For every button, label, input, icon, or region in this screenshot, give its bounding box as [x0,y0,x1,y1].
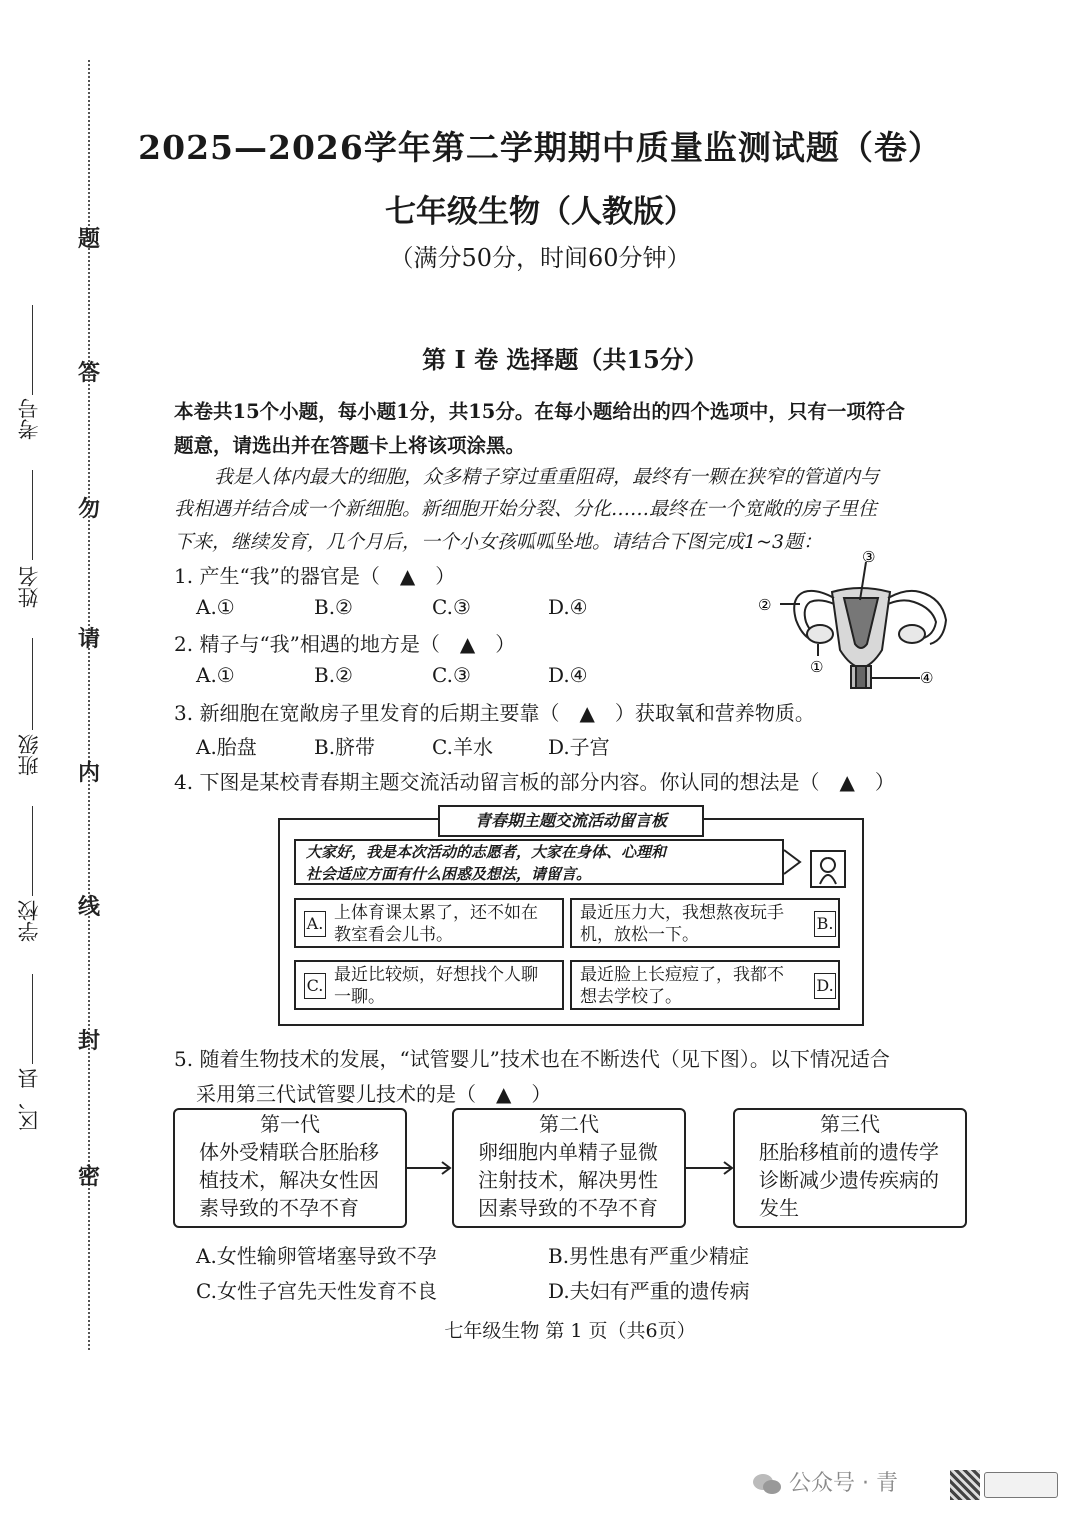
seal-char: 请 [78,626,101,652]
q5-option-d: D.夫妇有严重的遗传病 [548,1279,750,1303]
diagram-label-4: ④ [920,669,934,687]
q2-option-d: D.④ [548,663,588,687]
passage-line: 下来，继续发育，几个月后，一个小女孩呱呱坠地。请结合下图完成1~3题： [174,531,823,553]
qr-code-icon [950,1470,980,1500]
female-reproductive-diagram [750,548,950,694]
generation-text: 卵细胞内单精子显微 [478,1140,658,1164]
card-text: 教室看会儿书。 [334,925,453,945]
generation-text: 素导致的不孕不育 [199,1196,359,1220]
seal-char: 封 [78,1028,101,1054]
diagram-label-2: ② [758,596,772,614]
scanner-app-logo [984,1472,1058,1498]
generation-text: 发生 [759,1196,799,1220]
generation-title: 第二代 [539,1112,599,1136]
q5-option-c: C.女性子宫先天性发育不良 [196,1279,437,1303]
generation-text: 因素导致的不孕不育 [478,1196,658,1220]
q2-option-a: A.① [196,663,235,687]
ivf-generation-2 [452,1108,686,1228]
generation-text: 胚胎移植前的遗传学 [759,1140,939,1164]
seal-char: 答 [78,360,101,386]
question-2-stem: 2. 精子与“我”相遇的地方是（ ▲ ） [174,632,516,656]
exam-title: 2025—2026学年第二学期期中质量监测试题（卷） [138,128,942,167]
generation-title: 第三代 [820,1112,880,1136]
message-board-title: 青春期主题交流活动留言板 [438,805,704,837]
volunteer-avatar-icon [810,850,846,888]
question-5-stem-line2: 采用第三代试管婴儿技术的是（ ▲ ） [196,1082,552,1106]
ivf-generation-1 [173,1108,407,1228]
seal-char: 题 [78,226,101,252]
q1-option-a: A.① [196,595,235,619]
q3-option-c: C.羊水 [432,735,493,759]
card-text: 机，放松一下。 [580,925,699,945]
q3-option-d: D.子宫 [548,735,610,759]
card-text: 最近脸上长痘痘了，我都不 [580,965,784,985]
message-card-c [294,960,564,1010]
field-label-school: 学校 [17,900,41,942]
q1-option-d: D.④ [548,595,588,619]
passage-line: 我是人体内最大的细胞，众多精子穿过重重阻碍，最终有一颗在狭窄的管道内与 [214,466,880,488]
q3-option-b: B.脐带 [314,735,376,759]
field-label-exam-number: 考号 [17,398,41,440]
generation-text: 体外受精联合胚胎移 [199,1140,379,1164]
generation-text: 诊断减少遗传疾病的 [759,1168,939,1192]
passage-line: 我相遇并结合成一个新细胞。新细胞开始分裂、分化……最终在一个宽敞的房子里住 [174,498,878,520]
arrow-right-icon [406,1158,452,1178]
question-3-stem: 3. 新细胞在宽敞房子里发育的后期主要靠（ ▲ ）获取氧和营养物质。 [174,701,815,725]
message-card-a [294,898,564,948]
q5-option-a: A.女性输卵管堵塞导致不孕 [196,1244,437,1268]
generation-title: 第一代 [260,1112,320,1136]
q3-option-a: A.胎盘 [196,735,257,759]
field-label-class: 班级 [17,734,41,776]
card-text: 最近压力大，我想熬夜玩手 [580,903,784,923]
field-label-name: 姓名 [17,566,41,608]
question-5-stem-line1: 5. 随着生物技术的发展，“试管婴儿”技术也在不断迭代（见下图）。以下情况适合 [174,1047,890,1071]
page-footer: 七年级生物 第 1 页（共6页） [444,1320,696,1342]
question-1-stem: 1. 产生“我”的器官是（ ▲ ） [174,564,456,588]
message-card-b [570,898,840,948]
wechat-icon [752,1472,782,1496]
card-tag: C. [304,973,326,999]
q2-option-b: B.② [314,663,353,687]
instructions-line1: 本卷共15个小题，每小题1分，共15分。在每小题给出的四个选项中，只有一项符合 [174,400,905,423]
card-text: 上体育课太累了，还不如在 [334,903,538,923]
q1-option-b: B.② [314,595,353,619]
card-tag: B. [814,911,836,937]
diagram-label-1: ① [810,658,824,676]
exam-info: （满分50分，时间60分钟） [389,244,691,272]
bubble-line: 大家好，我是本次活动的志愿者，大家在身体、心理和 [306,843,667,861]
ivf-generation-3 [733,1108,967,1228]
volunteer-speech-bubble [294,839,784,885]
field-line [32,638,33,730]
field-line [32,470,33,560]
seal-char: 勿 [78,496,101,522]
bubble-tail [782,848,806,878]
seal-char: 密 [78,1164,101,1190]
question-4-stem: 4. 下图是某校青春期主题交流活动留言板的部分内容。你认同的想法是（ ▲ ） [174,770,895,794]
watermark-text: 公众号 · 青 [789,1471,898,1496]
q5-option-b: B.男性患有严重少精症 [548,1244,750,1268]
card-tag: D. [814,973,836,999]
seal-char: 线 [78,894,101,920]
field-label-district: 区、县 [17,1068,41,1131]
bubble-line: 社会适应方面有什么困惑及想法，请留言。 [306,865,592,883]
generation-text: 注射技术，解决男性 [478,1168,658,1192]
watermark [752,1466,898,1497]
card-text: 一聊。 [334,987,385,1007]
q2-option-c: C.③ [432,663,471,687]
generation-text: 植技术，解决女性因 [199,1168,379,1192]
instructions-line2: 题意，请选出并在答题卡上将该项涂黑。 [174,434,526,457]
diagram-label-3: ③ [862,548,876,566]
arrow-right-icon [686,1158,734,1178]
section-title: 第 I 卷 选择题（共15分） [422,345,708,374]
card-tag: A. [304,911,326,937]
card-text: 想去学校了。 [580,987,682,1007]
q1-option-c: C.③ [432,595,471,619]
seal-char: 内 [78,760,101,786]
exam-subject: 七年级生物（人教版） [385,194,695,230]
card-text: 最近比较烦，好想找个人聊 [334,965,538,985]
field-line [32,974,33,1064]
message-card-d [570,960,840,1010]
field-line [32,806,33,896]
